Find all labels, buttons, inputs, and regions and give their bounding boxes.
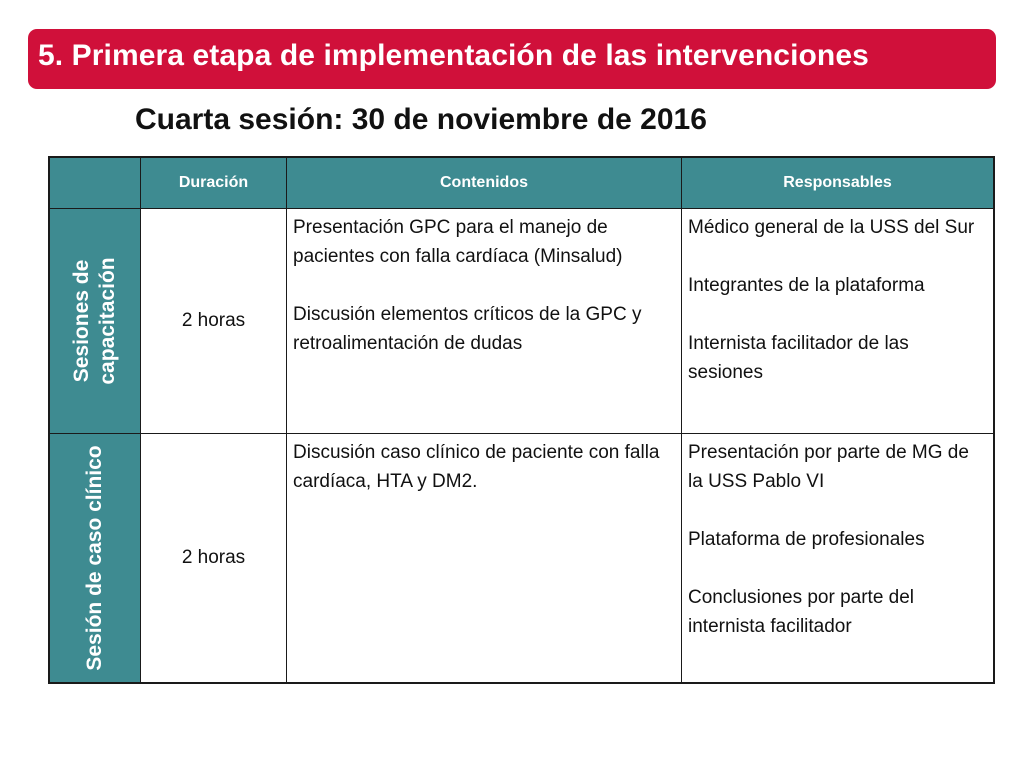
row-label-text: Sesiones de capacitación [69,257,119,385]
contenido-item: Discusión caso clínico de paciente con falla cardíaca, HTA y DM2. [293,442,660,492]
responsable-item: Presentación por parte de MG de la USS Pablo VI [688,442,969,492]
row-label-sesion-caso-clinico [50,434,141,682]
title-banner [28,29,996,89]
row-label-text: Sesión de caso clínico [82,445,106,671]
contenido-item: Discusión elementos críticos de la GPC y retroalimentación de dudas [293,304,642,354]
contenidos-cell [287,434,682,682]
column-header-responsables: Responsables [682,158,993,209]
row-label-sesiones-capacitacion [50,209,141,434]
column-header-duracion: Duración [141,158,287,209]
responsable-item: Conclusiones por parte del internista facilitador [688,587,915,637]
responsable-item: Integrantes de la plataforma [688,275,925,296]
duration-cell: 2 horas [141,209,287,434]
duration-cell: 2 horas [141,434,287,682]
contenidos-cell [287,209,682,434]
responsable-item: Médico general de la USS del Sur [688,217,975,238]
responsables-cell [682,434,993,682]
responsable-item: Plataforma de profesionales [688,529,925,550]
contenido-item: Presentación GPC para el manejo de pacientes con falla cardíaca (Minsalud) [293,217,623,267]
sessions-table [48,156,995,684]
session-subtitle: Cuarta sesión: 30 de noviembre de 2016 [135,103,707,136]
responsable-item: Internista facilitador de las sesiones [688,333,909,383]
column-header-contenidos: Contenidos [287,158,682,209]
responsables-cell [682,209,993,434]
table-corner-cell [50,158,141,209]
page-title: 5. Primera etapa de implementación de las intervenciones [38,39,869,72]
